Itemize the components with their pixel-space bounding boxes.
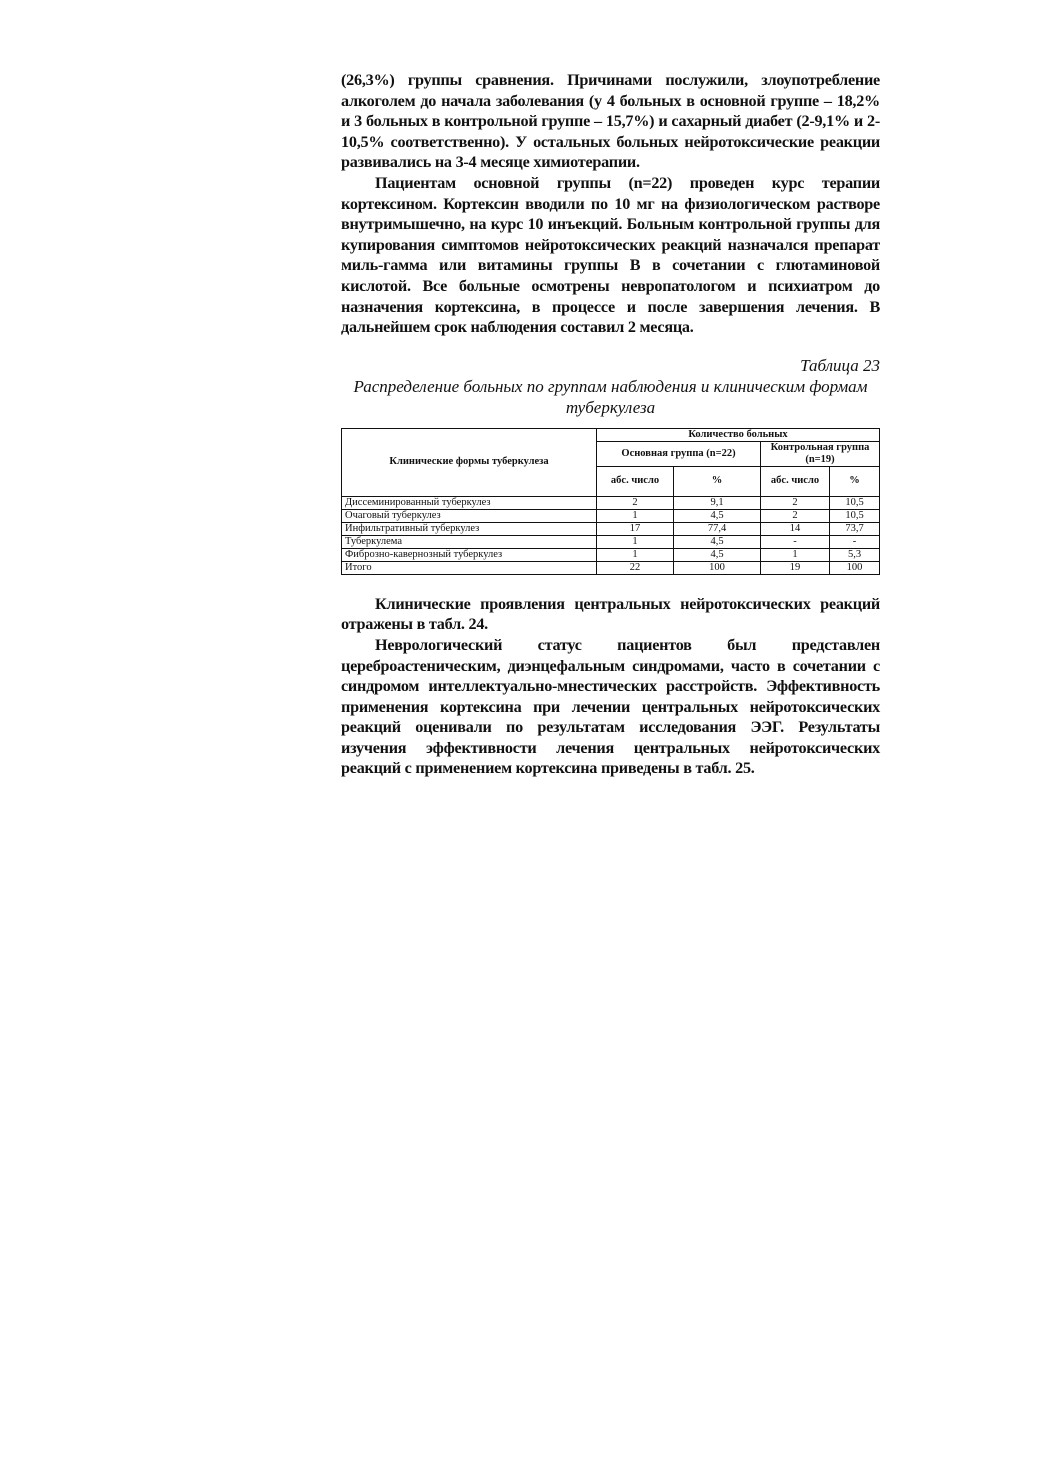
row-ctrl-abs: 1 bbox=[761, 548, 830, 561]
table-row bbox=[342, 522, 880, 535]
table-row-total bbox=[342, 561, 880, 574]
row-main-abs: 1 bbox=[597, 548, 674, 561]
table-row bbox=[342, 548, 880, 561]
header-pct-main: % bbox=[674, 466, 761, 496]
header-patient-count: Количество больных bbox=[597, 428, 880, 441]
row-main-pct: 4,5 bbox=[674, 509, 761, 522]
paragraph-treatment: Пациентам основной группы (n=22) проведен курс терапии кортексином. Кортексин вводили по 10 мг на физиологическом растворе внутримышечно, на курс 10 инъекций. Больным контрольной группы для купирования симптомов нейротоксических реакций назначался препарат миль-гамма или витамины группы В в сочетании с глютаминовой кислотой. Все больные осмотрены невропатологом и психиатром до назначения кортексина, в процессе и после завершения лечения. В дальнейшем срок наблюдения составил 2 месяца. bbox=[341, 173, 880, 337]
row-main-abs: 22 bbox=[597, 561, 674, 574]
table-label: Таблица 23 bbox=[800, 355, 880, 375]
row-form: Инфильтративный туберкулез bbox=[342, 522, 597, 535]
paragraph-clinical: Клинические проявления центральных нейротоксических реакций отражены в табл. 24. bbox=[341, 594, 880, 634]
row-ctrl-pct: 73,7 bbox=[830, 522, 880, 535]
row-main-pct: 100 bbox=[674, 561, 761, 574]
row-form: Очаговый туберкулез bbox=[342, 509, 597, 522]
row-ctrl-pct: 5,3 bbox=[830, 548, 880, 561]
row-ctrl-abs: 14 bbox=[761, 522, 830, 535]
row-ctrl-abs: 2 bbox=[761, 496, 830, 509]
table-row bbox=[342, 509, 880, 522]
row-form: Фиброзно-кавернозный туберкулез bbox=[342, 548, 597, 561]
row-form: Диссеминированный туберкулез bbox=[342, 496, 597, 509]
row-main-pct: 77,4 bbox=[674, 522, 761, 535]
header-main-group: Основная группа (n=22) bbox=[597, 441, 761, 466]
row-ctrl-pct: 10,5 bbox=[830, 496, 880, 509]
row-main-abs: 17 bbox=[597, 522, 674, 535]
row-ctrl-abs: 2 bbox=[761, 509, 830, 522]
row-form: Итого bbox=[342, 561, 597, 574]
table-row bbox=[342, 535, 880, 548]
row-form: Туберкулема bbox=[342, 535, 597, 548]
row-main-abs: 1 bbox=[597, 535, 674, 548]
row-ctrl-pct: 10,5 bbox=[830, 509, 880, 522]
row-main-abs: 1 bbox=[597, 509, 674, 522]
row-ctrl-abs: 19 bbox=[761, 561, 830, 574]
header-clinical-forms: Клинические формы туберкулеза bbox=[342, 428, 597, 496]
row-main-pct: 9,1 bbox=[674, 496, 761, 509]
table-row bbox=[342, 496, 880, 509]
paragraph-neurological: Неврологический статус пациентов был представлен цереброастеническим, диэнцефальным синдромами, часто в сочетании с синдромом интеллектуально-мнестических расстройств. Эффективность применения кортексина при лечении центральных нейротоксических реакций оценивали по результатам исследования ЭЭГ. Результаты изучения эффективности лечения центральных нейротоксических реакций с применением кортексина приведены в табл. 25. bbox=[341, 635, 880, 778]
page-content bbox=[341, 70, 880, 779]
row-ctrl-abs: - bbox=[761, 535, 830, 548]
row-ctrl-pct: - bbox=[830, 535, 880, 548]
header-abs-main: абс. число bbox=[597, 466, 674, 496]
row-main-pct: 4,5 bbox=[674, 535, 761, 548]
row-main-abs: 2 bbox=[597, 496, 674, 509]
paragraph-continuation: (26,3%) группы сравнения. Причинами послужили, злоупотребление алкоголем до начала заболевания (у 4 больных в основной группе – 18,2% и 3 больных в контрольной группе – 15,7%) и сахарный диабет (2-9,1% и 2-10,5% соответственно). У остальных больных нейротоксические реакции развивались на 3-4 месяце химиотерапии. bbox=[341, 71, 880, 172]
table-title: Распределение больных по группам наблюдения и клиническим формам туберкулеза bbox=[353, 376, 868, 417]
distribution-table bbox=[341, 428, 880, 575]
header-pct-control: % bbox=[830, 466, 880, 496]
row-ctrl-pct: 100 bbox=[830, 561, 880, 574]
row-main-pct: 4,5 bbox=[674, 548, 761, 561]
header-control-group: Контрольная группа (n=19) bbox=[761, 441, 880, 466]
header-abs-control: абс. число bbox=[761, 466, 830, 496]
